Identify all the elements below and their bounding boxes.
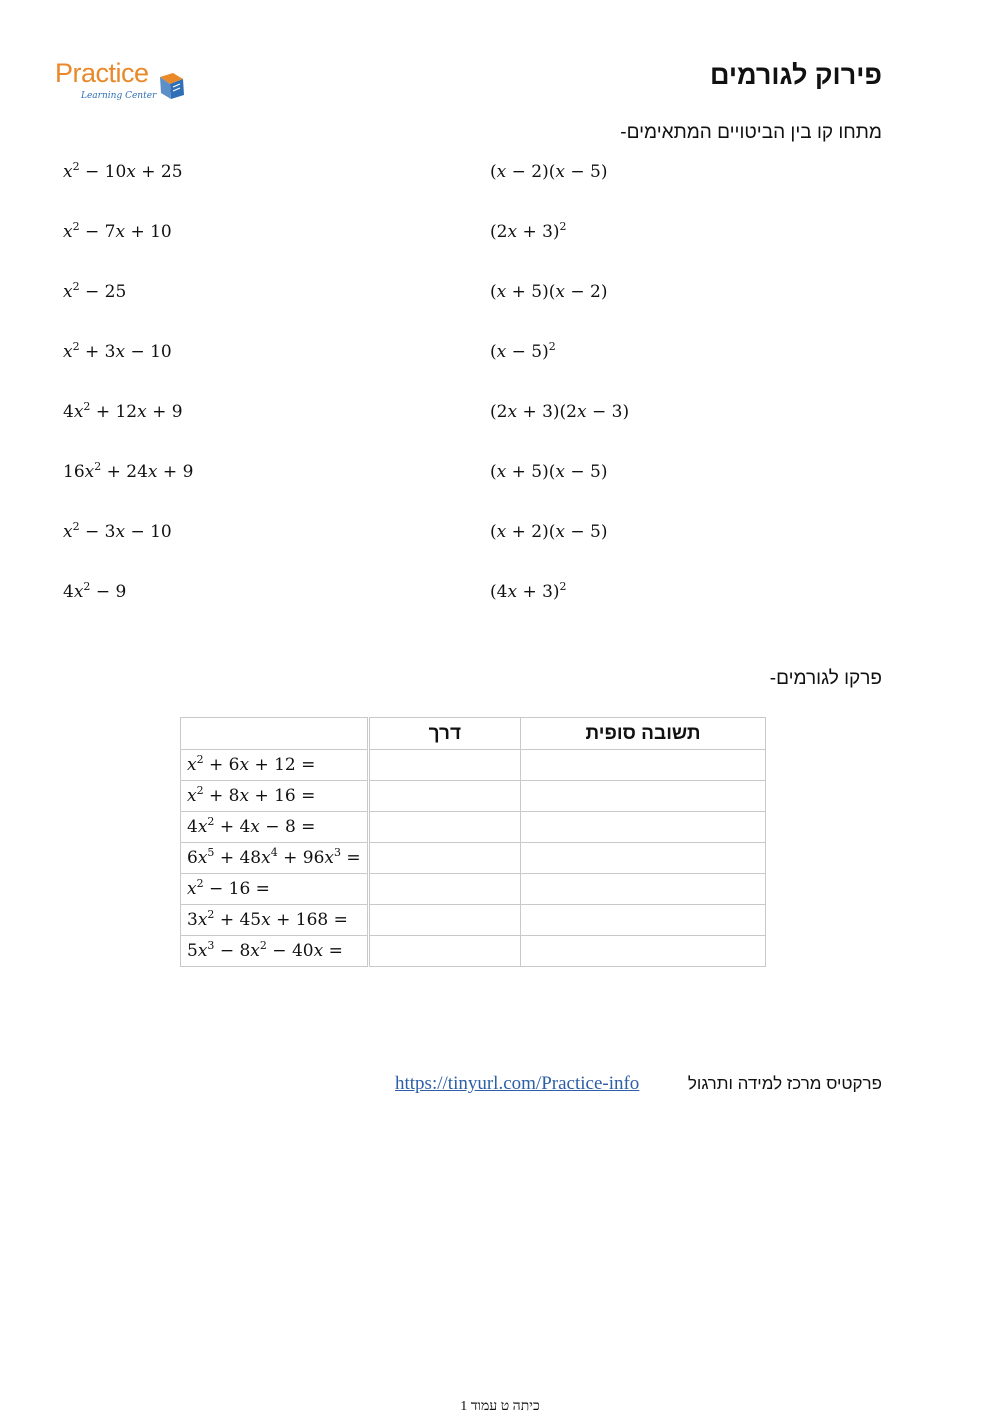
table-row — [181, 843, 766, 874]
way-cell[interactable] — [368, 936, 520, 967]
match-left-2: $x^2 - 7x + 10$ — [63, 220, 172, 242]
way-cell[interactable] — [368, 905, 520, 936]
table-header-row — [181, 718, 766, 750]
table-row — [181, 905, 766, 936]
match-left-5: $4x^2 + 12x + 9$ — [63, 400, 183, 422]
answer-cell[interactable] — [521, 781, 766, 812]
expression-cell: $x^2 + 6x + 12$ = — [181, 750, 369, 781]
way-cell[interactable] — [368, 781, 520, 812]
match-right-8: $(4x + 3)^2$ — [490, 580, 567, 602]
practice-info-link[interactable]: https://tinyurl.com/Practice-info — [395, 1073, 640, 1094]
match-right-7: (x + 2)(x − 5) — [490, 522, 608, 542]
header-way: דרך — [368, 718, 520, 750]
answer-cell[interactable] — [521, 874, 766, 905]
table-row — [181, 781, 766, 812]
table-row — [181, 936, 766, 967]
match-right-3: (x + 5)(x − 2) — [490, 282, 608, 302]
way-cell[interactable] — [368, 812, 520, 843]
answer-cell[interactable] — [521, 812, 766, 843]
match-left-3: $x^2 - 25$ — [63, 280, 127, 302]
expression-cell: $x^2 + 8x + 16$ = — [181, 781, 369, 812]
answer-cell[interactable] — [521, 843, 766, 874]
match-left-7: $x^2 - 3x - 10$ — [63, 520, 172, 542]
factor-table — [180, 717, 766, 967]
table-row — [181, 750, 766, 781]
expression-cell: $3x^2 + 45x + 168$ = — [181, 905, 369, 936]
match-right-4: $(x - 5)^2$ — [490, 340, 556, 362]
match-right-2: $(2x + 3)^2$ — [490, 220, 567, 242]
practice-logo — [55, 58, 195, 110]
answer-cell[interactable] — [521, 936, 766, 967]
match-right-6: (x + 5)(x − 5) — [490, 462, 608, 482]
match-left-8: $4x^2 - 9$ — [63, 580, 127, 602]
header-expression — [181, 718, 369, 750]
logo-subtitle: Learning Center — [81, 91, 157, 101]
match-right-1: (x − 2)(x − 5) — [490, 162, 608, 182]
expression-cell: $4x^2 + 4x - 8$ = — [181, 812, 369, 843]
page-number-footer: כיתה ט עמוד 1 — [460, 1399, 540, 1414]
header-final-answer: תשובה סופית — [521, 718, 766, 750]
book-icon — [157, 71, 187, 101]
footer-text: פרקטיס מרכז למידה ותרגול — [687, 1074, 882, 1093]
table-row — [181, 812, 766, 843]
match-left-1: $x^2 - 10x + 25$ — [63, 160, 183, 182]
way-cell[interactable] — [368, 750, 520, 781]
factor-instruction: פרקו לגורמים- — [769, 668, 882, 689]
way-cell[interactable] — [368, 874, 520, 905]
logo-word: Practice — [55, 58, 149, 88]
page-title: פירוק לגורמים — [710, 60, 882, 90]
match-left-4: $x^2 + 3x - 10$ — [63, 340, 172, 362]
expression-cell: $5x^3 - 8x^2 - 40x$ = — [181, 936, 369, 967]
match-right-5: (2x + 3)(2x − 3) — [490, 402, 630, 422]
expression-cell: $x^2 - 16$ = — [181, 874, 369, 905]
matching-instruction: מתחו קו בין הביטויים המתאימים- — [620, 122, 882, 143]
table-row — [181, 874, 766, 905]
answer-cell[interactable] — [521, 905, 766, 936]
answer-cell[interactable] — [521, 750, 766, 781]
expression-cell: $6x^5 + 48x^4 + 96x^3$ = — [181, 843, 369, 874]
match-left-6: $16x^2 + 24x + 9$ — [63, 460, 194, 482]
way-cell[interactable] — [368, 843, 520, 874]
